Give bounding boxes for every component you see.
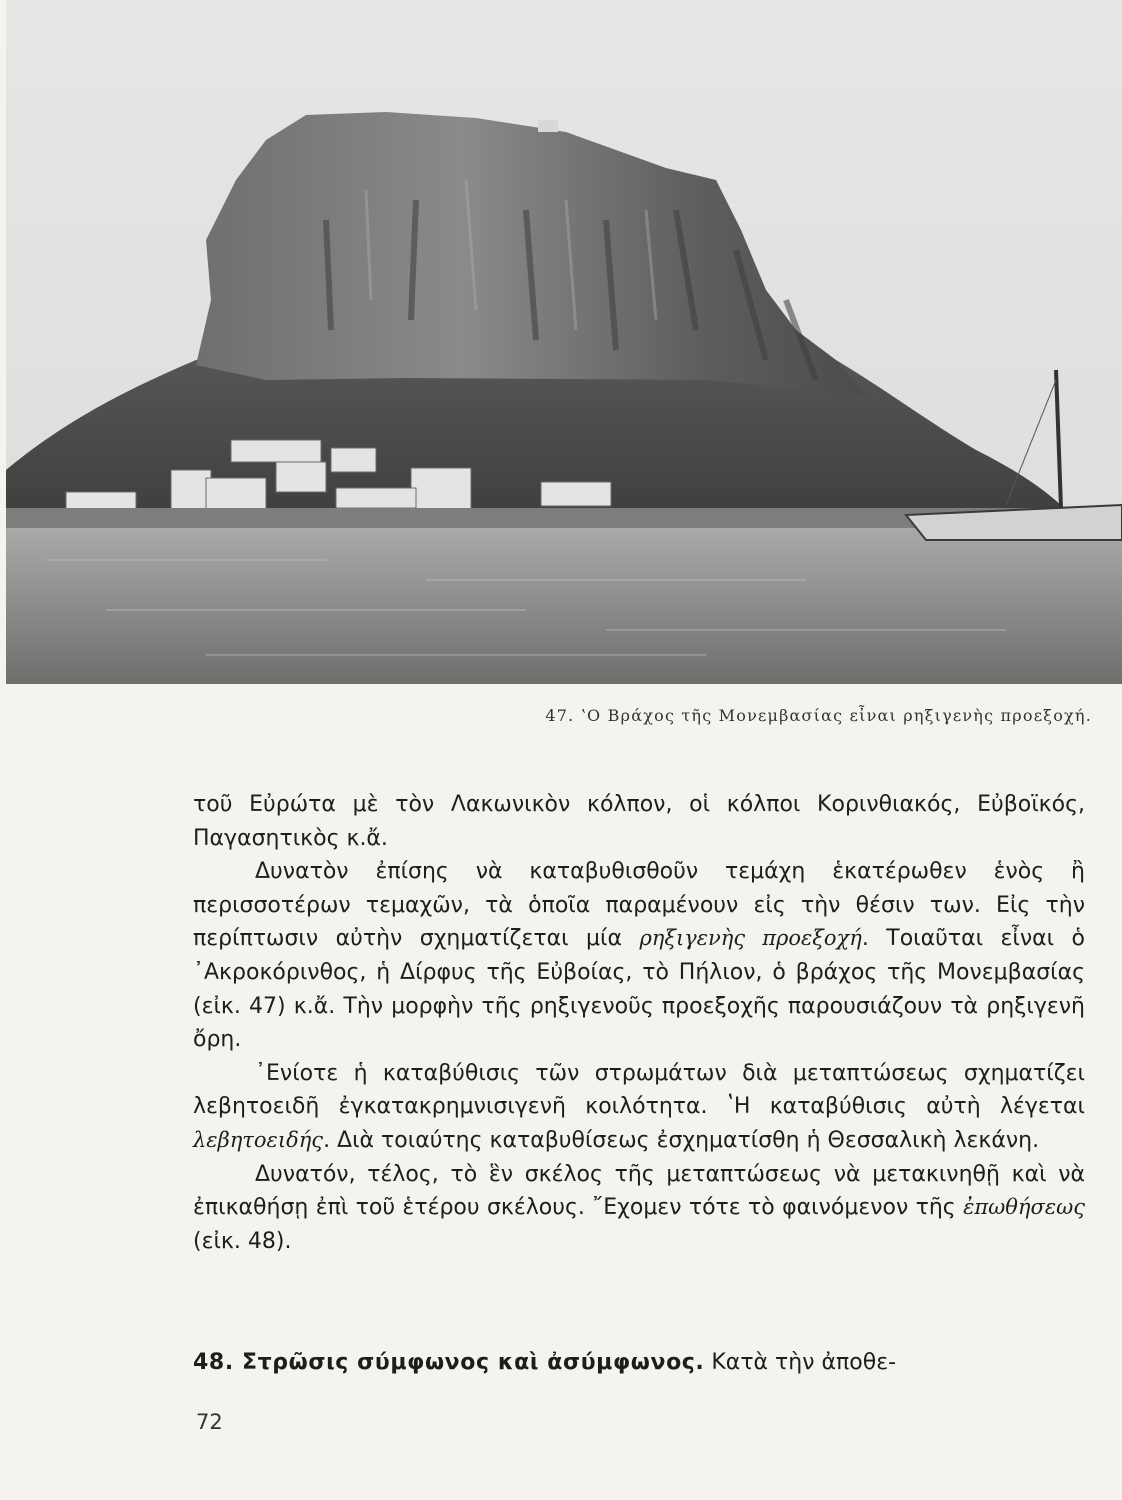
paragraph-1: τοῦ Εὐρώτα μὲ τὸν Λακωνικὸν κόλπον, οἱ κόλποι Κορινθιακός, Εὐβοϊκός, Παγασητικὸς κ.ἄ. <box>193 792 1085 851</box>
monemvasia-photo <box>6 0 1122 684</box>
section-text: Κατὰ τὴν ἀποθε- <box>704 1350 897 1375</box>
term-rixigenis-proexochi: ρηξιγενὴς προεξοχή <box>639 926 862 951</box>
term-levitoeidis: λεβητοειδής <box>193 1127 324 1152</box>
paragraph-3: ᾿Ενίοτε ἡ καταβύθισις τῶν στρωμάτων διὰ μεταπτώσεως σχηματίζει λεβητοειδῆ ἐγκατακρημνισιγενῆ κοιλότητα. ʽΗ καταβύθισις αὐτὴ λέγεται λεβητοειδής. Διὰ τοιαύτης καταβυθίσεως ἐσχηματίσθη ἡ Θεσσαλικὴ λεκάνη. <box>193 1060 1085 1153</box>
paragraph-2: Δυνατὸν ἐπίσης νὰ καταβυθισθοῦν τεμάχη ἑκατέρωθεν ἑνὸς ἢ περισσοτέρων τεμαχῶν, τὰ ὁποῖα παραμένουν εἰς τὴν θέσιν των. Εἰς τὴν περίπτωσιν αὐτὴν σχηματίζεται μία ρηξιγενὴς προεξοχή. Τοιαῦται εἶναι ὁ ᾿Ακροκόρινθος, ἡ Δίρφυς τῆς Εὐβοίας, τὸ Πήλιον, ὁ βράχος τῆς Μονεμβασίας (εἰκ. 47) κ.ἄ. Τὴν μορφὴν τῆς ρηξιγενοῦς προεξοχῆς παρουσιάζουν τὰ ρηξιγενῆ ὄρη. <box>193 859 1085 1053</box>
body-text <box>193 788 1085 1258</box>
page-number: 72 <box>196 1410 223 1434</box>
section-48 <box>193 1346 1085 1380</box>
section-heading: 48. Στρῶσις σύμφωνος καὶ ἀσύμφωνος. <box>193 1350 705 1375</box>
paragraph-4: Δυνατόν, τέλος, τὸ ἓν σκέλος τῆς μεταπτώσεως νὰ μετακινηθῇ καὶ νὰ ἐπικαθήσῃ ἐπὶ τοῦ ἑτέρου σκέλους. ῎Εχομεν τότε τὸ φαινόμενον τῆς ἐπωθήσεως (εἰκ. 48). <box>193 1161 1085 1254</box>
term-epothiseos: ἐπωθήσεως <box>963 1195 1085 1220</box>
figure-caption: 47. ʽΟ Βράχος τῆς Μονεμβασίας εἶναι ρηξιγενὴς προεξοχή. <box>545 706 1092 725</box>
